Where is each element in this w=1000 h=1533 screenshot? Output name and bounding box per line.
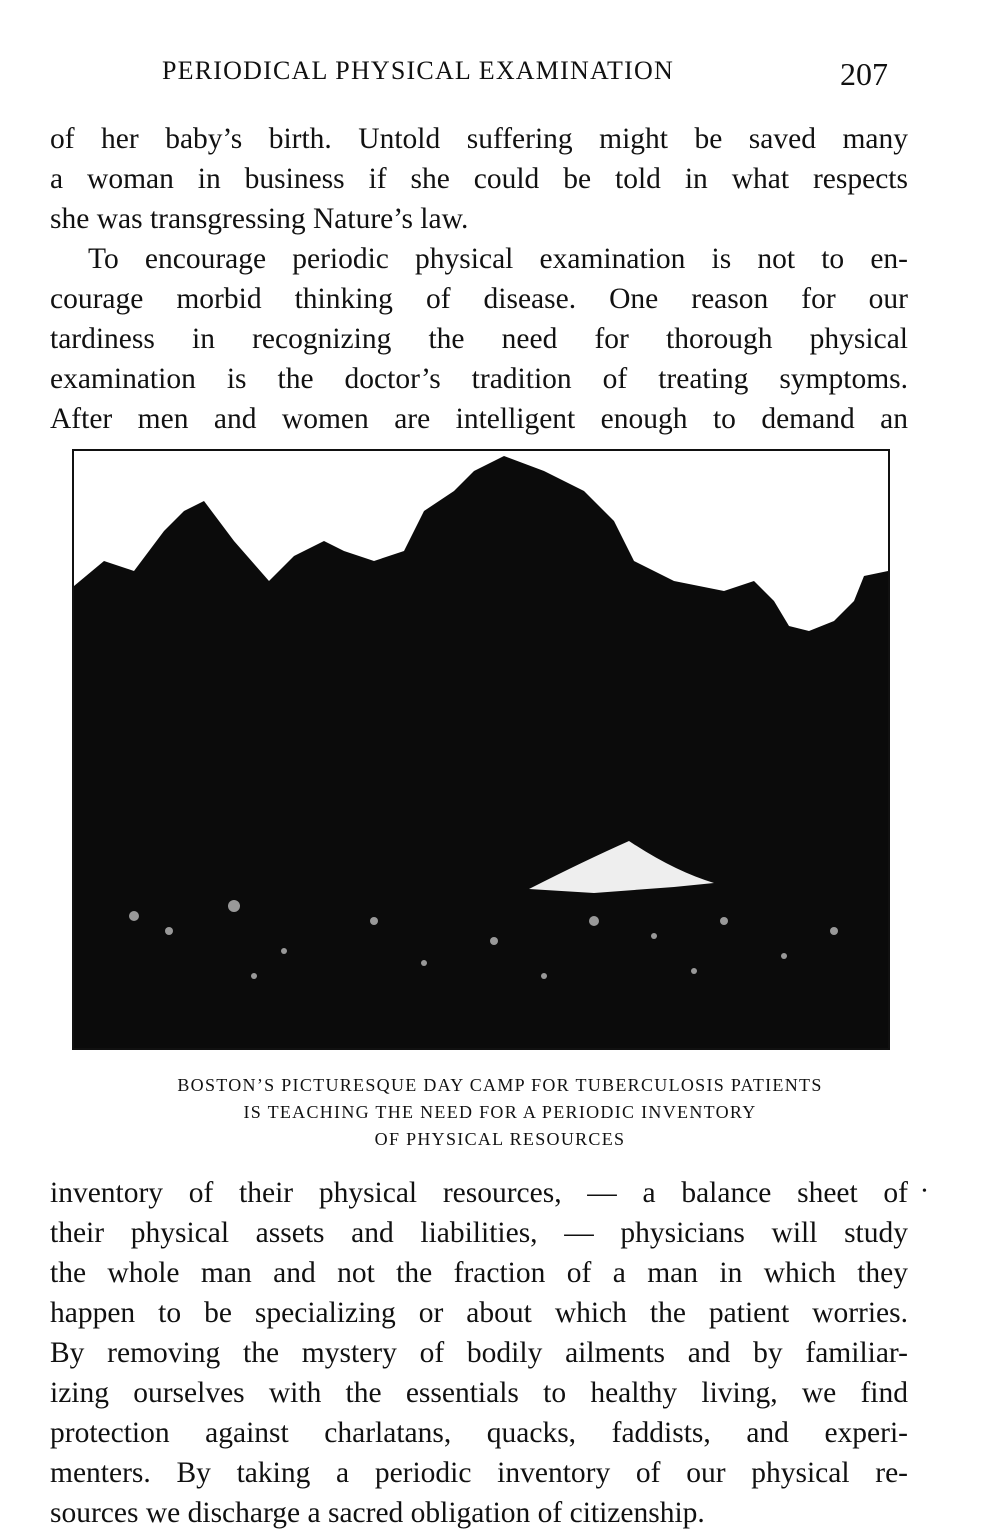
caption-line: IS TEACHING THE NEED FOR A PERIODIC INVENTORY [243,1102,757,1122]
running-title: PERIODICAL PHYSICAL EXAMINATION [162,56,674,85]
text-line: By removing the mystery of bodily ailments and by familiar- [50,1337,908,1369]
photograph-day-camp [72,449,890,1050]
photo-caption [0,1072,1000,1153]
text-line: she was transgressing Nature’s law. [50,203,469,235]
text-line: the whole man and not the fraction of a man in which they [50,1257,908,1289]
paragraph-continuation-after-figure [50,1173,908,1533]
running-header [0,56,1000,96]
text-line: happen to be specializing or about which the patient worries. [50,1297,908,1329]
text-line: courage morbid thinking of disease. One reason for our [50,283,908,315]
scan-speck: • [922,1184,927,1199]
text-line: of her baby’s birth. Untold suffering might be saved many [50,123,908,155]
photo-illustration [74,451,888,1048]
text-line: inventory of their physical resources, — a balance sheet of [50,1177,908,1209]
text-line: menters. By taking a periodic inventory of our physical re- [50,1457,908,1489]
text-line: To encourage periodic physical examination is not to en- [88,243,908,275]
paragraph-continuation [50,119,908,439]
text-line: examination is the doctor’s tradition of treating symptoms. [50,363,908,395]
text-line: a woman in business if she could be told in what respects [50,163,908,195]
text-line: tardiness in recognizing the need for thorough physical [50,323,908,355]
text-line: izing ourselves with the essentials to healthy living, we find [50,1377,908,1409]
text-line: sources we discharge a sacred obligation of citizenship. [50,1497,705,1529]
text-line: their physical assets and liabilities, — physicians will study [50,1217,908,1249]
caption-line: OF PHYSICAL RESOURCES [374,1129,626,1149]
text-line: protection against charlatans, quacks, faddists, and experi- [50,1417,908,1449]
caption-line: BOSTON’S PICTURESQUE DAY CAMP FOR TUBERCULOSIS PATIENTS [177,1075,823,1095]
text-line: After men and women are intelligent enough to demand an [50,403,908,435]
page-number: 207 [840,56,888,92]
